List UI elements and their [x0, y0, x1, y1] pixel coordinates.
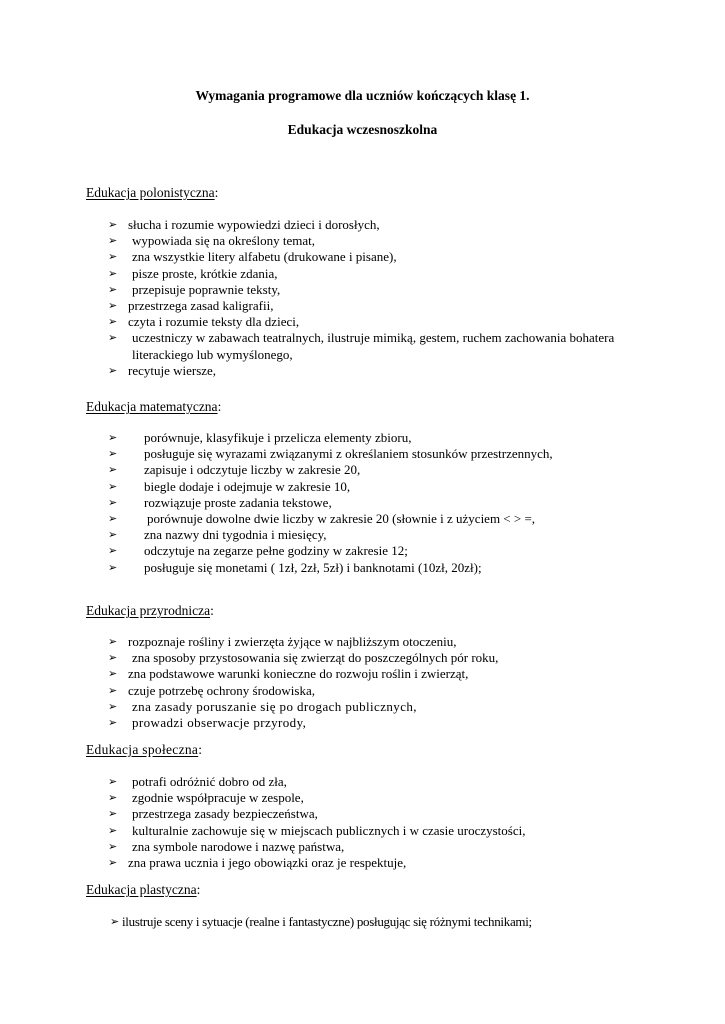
arrow-bullet-icon: ➢: [108, 824, 118, 837]
list-item: ➢ czyta i rozumie teksty dla dzieci,: [108, 314, 300, 330]
list-item: ➢ recytuje wiersze,: [108, 362, 217, 378]
section-heading-polonistyczna: Edukacja polonistyczna:: [86, 185, 219, 200]
list-item: ➢ porównuje, klasyfikuje i przelicza elementy zbioru,: [108, 430, 412, 445]
arrow-bullet-icon: ➢: [108, 316, 118, 329]
section-heading-label: Edukacja plastyczna: [86, 882, 197, 897]
list-item: ➢ przepisuje poprawnie teksty,: [108, 281, 281, 297]
list-item: ➢ zna prawa ucznia i jego obowiązki oraz je respektuje,: [108, 855, 407, 871]
list-plastyczna: [110, 914, 532, 930]
arrow-bullet-icon: ➢: [108, 332, 118, 345]
section-heading-label: Edukacja społeczna: [86, 742, 199, 757]
arrow-bullet-icon: ➢: [108, 219, 118, 231]
list-item: ➢ wypowiada się na określony temat,: [108, 233, 316, 249]
arrow-bullet-icon: ➢: [108, 636, 118, 648]
arrow-bullet-icon: ➢: [108, 364, 118, 377]
list-item: ➢ zna symbole narodowe i nazwę państwa,: [108, 838, 345, 854]
arrow-bullet-icon: ➢: [108, 496, 118, 509]
section-heading-label: Edukacja matematyczna: [86, 399, 218, 414]
list-item: ➢ biegle dodaje i odejmuje w zakresie 10,: [108, 478, 351, 494]
arrow-bullet-icon: ➢: [108, 251, 118, 264]
arrow-bullet-icon: ➢: [108, 792, 118, 805]
list-item: ➢ zna zasady poruszanie się po drogach publicznych,: [108, 698, 417, 714]
list-item: ➢ rozwiązuje proste zadania tekstowe,: [108, 494, 332, 510]
list-item: ➢ przestrzega zasad kaligrafii,: [108, 298, 274, 314]
list-item: ➢ czuje potrzebę ochrony środowiska,: [108, 682, 315, 698]
section-heading-label: Edukacja polonistyczna: [86, 185, 215, 200]
section-heading-przyrodnicza: Edukacja przyrodnicza:: [86, 603, 214, 618]
arrow-bullet-icon: ➢: [108, 857, 118, 870]
list-item: ➢ posługuje się monetami ( 1zł, 2zł, 5zł) i banknotami (10zł, 20zł);: [108, 559, 482, 575]
document-subtitle: Edukacja wczesnoszkolna: [287, 122, 438, 137]
section-heading-matematyczna: Edukacja matematyczna:: [86, 399, 222, 414]
arrow-bullet-icon: ➢: [108, 448, 118, 461]
document-title: Wymagania programowe dla uczniów kończących klasę 1.: [195, 88, 530, 103]
arrow-bullet-icon: ➢: [108, 300, 118, 313]
list-item: ➢ zna sposoby przystosowania się zwierząt do poszczególnych pór roku,: [108, 650, 499, 666]
arrow-bullet-icon: ➢: [108, 700, 118, 713]
arrow-bullet-icon: ➢: [108, 235, 118, 248]
arrow-bullet-icon: ➢: [108, 480, 118, 493]
arrow-bullet-icon: ➢: [108, 840, 118, 853]
arrow-bullet-icon: ➢: [108, 652, 118, 665]
arrow-bullet-icon: ➢: [108, 717, 118, 730]
section-heading-label: Edukacja przyrodnicza: [86, 603, 211, 618]
list-item: ➢ porównuje dowolne dwie liczby w zakresie 20 (słownie i z użyciem < > =,: [108, 511, 536, 527]
list-item: ➢ potrafi odróżnić dobro od zła,: [108, 774, 287, 789]
list-item: ➢ odczytuje na zegarze pełne godziny w zakresie 12;: [108, 543, 408, 559]
arrow-bullet-icon: ➢: [108, 513, 118, 526]
arrow-bullet-icon: ➢: [108, 529, 118, 542]
list-item: ➢ uczestniczy w zabawach teatralnych, ilustruje mimiką, gestem, ruchem zachowania bohatera literackiego lub wymyślonego,: [108, 330, 615, 362]
list-item: ➢ pisze proste, krótkie zdania,: [108, 265, 278, 281]
arrow-bullet-icon: ➢: [108, 808, 118, 821]
arrow-bullet-icon: ➢: [108, 545, 118, 558]
list-item: ➢ słucha i rozumie wypowiedzi dzieci i dorosłych,: [108, 217, 380, 232]
arrow-bullet-icon: ➢: [108, 668, 118, 681]
arrow-bullet-icon: ➢: [108, 432, 118, 444]
list-item: ➢ prowadzi obserwacje przyrody,: [108, 715, 307, 731]
list-spoleczna: [108, 774, 525, 871]
arrow-bullet-icon: ➢: [110, 916, 120, 928]
list-item: ➢ zna nazwy dni tygodnia i miesięcy,: [108, 527, 327, 543]
list-item: ➢ przestrzega zasady bezpieczeństwa,: [108, 806, 318, 822]
list-item: ➢ zgodnie współpracuje w zespole,: [108, 790, 304, 806]
list-item: ➢ zna podstawowe warunki konieczne do rozwoju roślin i zwierząt,: [108, 666, 469, 682]
arrow-bullet-icon: ➢: [108, 464, 118, 477]
list-polonistyczna: [108, 217, 628, 379]
list-item: ➢ kulturalnie zachowuje się w miejscach publicznych i w czasie uroczystości,: [108, 822, 526, 838]
arrow-bullet-icon: ➢: [108, 267, 118, 280]
arrow-bullet-icon: ➢: [108, 684, 118, 697]
list-item: ➢ zapisuje i odczytuje liczby w zakresie 20,: [108, 462, 361, 478]
list-item: ➢ ilustruje sceny i sytuacje (realne i fantastyczne) posługując się różnymi technikami;: [110, 914, 532, 929]
list-item: ➢ posługuje się wyrazami związanymi z określaniem stosunków przestrzennych,: [108, 446, 553, 462]
arrow-bullet-icon: ➢: [108, 776, 118, 788]
arrow-bullet-icon: ➢: [108, 283, 118, 296]
section-heading-plastyczna: Edukacja plastyczna:: [86, 882, 201, 897]
arrow-bullet-icon: ➢: [108, 561, 118, 574]
section-heading-spoleczna: Edukacja społeczna:: [86, 742, 202, 757]
list-przyrodnicza: [108, 634, 498, 731]
list-item: ➢ zna wszystkie litery alfabetu (drukowane i pisane),: [108, 249, 397, 265]
list-matematyczna: [108, 430, 553, 576]
list-item: ➢ rozpoznaje rośliny i zwierzęta żyjące w najbliższym otoczeniu,: [108, 634, 457, 649]
